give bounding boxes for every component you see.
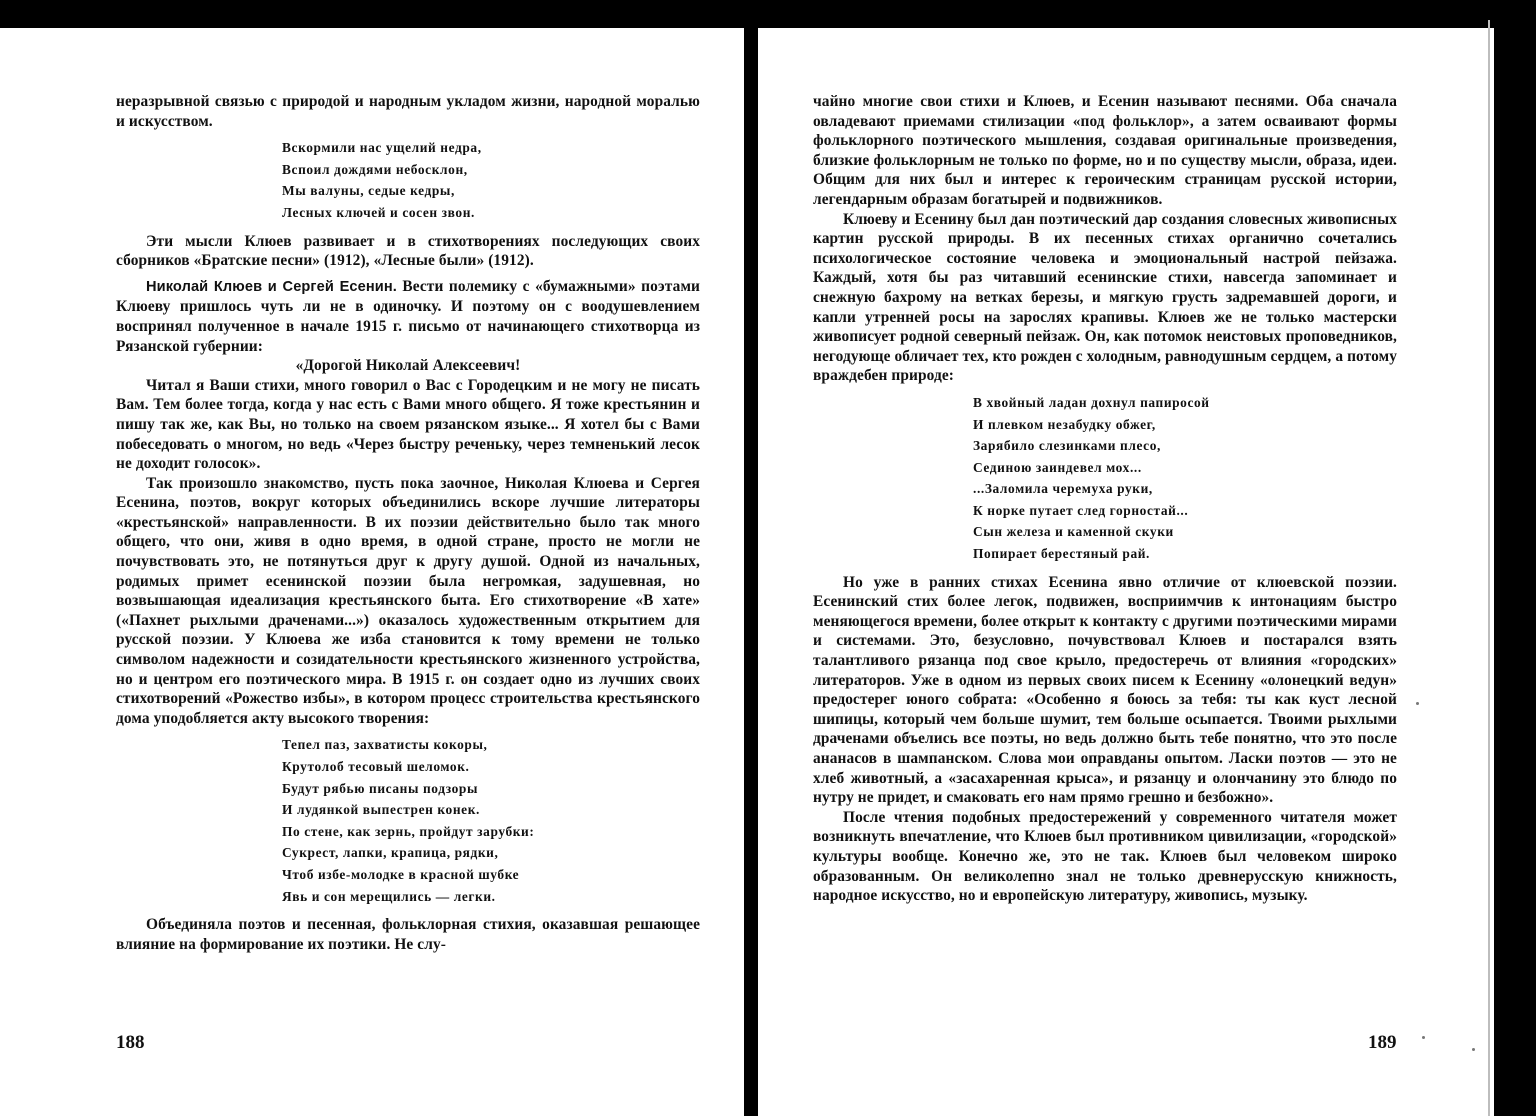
verse-line: Лесных ключей и сосен звон.: [282, 204, 475, 220]
paragraph: Так произошло знакомство, пусть пока заочное, Николая Клюева и Сергея Есенина, поэтов, вокруг которых объединились вскоре лучшие литераторы «крестьянской» направленности. В их поэзии действительно было так много общего, что они, живя в одно время, в одной стране, просто не могли не почувствовать это, не потянуться друг к другу душой. Одной из начальных, родимых примет есенинской поэзии была негромкая, задушевная, но возвышающая идеализация крестьянского быта. Его стихотворение «В хате» («Пахнет рыхлыми драченами...») оказалось художественным открытием для русской поэзии. У Клюева же изба становится к тому времени не только символом надежности и созидательности крестьянского жизненного устройства, но и центром его поэтического мира. В 1915 г. он создает одно из лучших своих стихотворений «Рожество избы», в котором процесс строительства крестьянского дома уподобляется акту высокого творения:: [116, 474, 700, 727]
right-page: [758, 0, 1494, 1116]
book-gutter: [744, 0, 758, 1116]
verse-line: Вспоил дождями небосклон,: [282, 161, 468, 177]
verse-line: И плевком незабудку обжег,: [973, 416, 1156, 432]
paragraph: [116, 277, 700, 356]
paragraph: После чтения подобных предостережений у современного читателя может возникнуть впечатление, что Клюев был противником цивилизации, «городской» культуры вообще. Конечно же, это не так. Клюев был человеком широко образованным. Он великолепно знал не только древнерусскую книжность, народное искусство, но и европейскую литературу, живопись, музыку.: [813, 808, 1397, 905]
verse-line: И лудянкой выпестрен конек.: [282, 802, 480, 818]
verse-line: По стене, как зернь, пройдут зарубки:: [282, 823, 535, 839]
intro-text: неразрывной связью с природой и народным укладом жизни, народной моралью и искусством.: [116, 93, 700, 130]
verse-line: Крутолоб тесовый шеломок.: [282, 759, 470, 774]
paragraph: Но уже в ранних стихах Есенина явно отличие от клюевской поэзии. Есенинский стих более легок, подвижен, восприимчив к интонациям быстро меняющегося времени, более открыт к контакту с другими поэтическими мирами и системами. Это, безусловно, почувствовал Клюев и постарался взять талантливого рязанца под свое крыло, предостеречь от влияния «городских» литераторов. Уже в одном из первых своих писем к Есенину «олонецкий ведун» предостерег юного собрата: «Особенно я боюсь за тебя: ты как куст лесной шипицы, который чем больше шумит, тем больше осыпается. Твоими рыхлыми драченами объелись все поэты, но ведь должно быть тебе понятно, что это после ананасов в шампанском. Слова мои оправданы опытом. Ласки поэтов — это не хлеб животный, а «засахаренная крыса», и рязанцу и олончанину это блюдо по нутру не придет, и смаковать его нам прямо грешно и безбожно».: [813, 573, 1397, 807]
verse-line: В хвойный ладан дохнул папиросой: [973, 394, 1210, 410]
paragraph: Клюеву и Есенину был дан поэтический дар создания словесных живописных картин русской природы. В их песенных стихах органично сочетались психологическое состояние человека и эмоциональный настрой пейзажа. Каждый, хотя бы раз читавший есенинские стихи, навсегда запоминает и снежную бахрому на ветках березы, и мягкую грусть задремавшей дороги, и капли утренней росы на зарослях крапивы. Клюев же не только мастерски живописует родной северный пейзаж. Он, как потомок неистовых проповедников, негодующе обличает тех, кто рожден с холодным, равнодушным сердцем, а потому враждебен природе:: [813, 210, 1397, 385]
verse-line: Сын железа и каменной скуки: [973, 524, 1174, 540]
verse-line: Вскормили нас ущелий недра,: [282, 140, 482, 156]
verse-line: К норке путает след горностай...: [973, 502, 1189, 518]
scan-right-border: [1494, 0, 1536, 1116]
section-heading: Николай Клюев и Сергей Есенин.: [146, 278, 397, 295]
paragraph: чайно многие свои стихи и Клюев, и Есенин называют песнями. Оба сначала овладевают приемами стилизации «под фольклор», а затем осваивают формы фольклорного поэтического мышления, создавая оригинальные произведения, близкие фольклорным не только по форме, но и по существу мысли, образа, идеи. Общим для них был и интерес к героическим страницам русской истории, легендарным образам богатырей и подвижников.: [813, 93, 1397, 208]
verse-line: Мы валуны, седые кедры,: [282, 183, 455, 199]
verse-stanza-1: [973, 392, 1397, 565]
left-page-text: [116, 92, 700, 954]
verse-line: Сукрест, лапки, крапица, рядки,: [282, 845, 499, 861]
verse-stanza-1: [282, 137, 700, 223]
page-number: 188: [116, 1032, 145, 1053]
verse-line: Зарябило слезинками плесо,: [973, 438, 1161, 454]
verse-line: Чтоб избе-молодке в красной шубке: [282, 866, 520, 882]
verse-line: ...Заломила черемуха руки,: [973, 481, 1153, 497]
paragraph: Объединяла поэтов и песенная, фольклорная стихия, оказавшая решающее влияние на формирование их поэтики. Не слу-: [116, 916, 700, 953]
paragraph-text: Вести полемику с «бумажными» поэтами Клюеву пришлось чуть ли не в одиночку. И поэтому он с воодушевлением воспринял полученное в начале 1915 г. письмо от начинающего стихотворца из Рязанской губернии:: [116, 277, 701, 355]
left-page: [0, 0, 744, 1116]
verse-line: Попирает берестяный рай.: [973, 546, 1150, 562]
paragraph: Эти мысли Клюев развивает и в стихотворениях последующих своих сборников «Братские песни» (1912), «Лесные были» (1912).: [116, 232, 700, 270]
verse-line: Тепел паз, захватисты кокоры,: [282, 737, 488, 753]
verse-line: Будут рябью писаны подзоры: [282, 780, 479, 796]
verse-line: Сединою заиндевел мох...: [973, 459, 1142, 475]
letter-salutation: «Дорогой Николай Алексеевич!: [295, 357, 521, 375]
right-page-text: [813, 92, 1397, 906]
verse-line: Явь и сон мерещились — легки.: [282, 888, 496, 904]
verse-stanza-2: [282, 734, 700, 907]
page-number: 189: [1368, 1032, 1397, 1053]
letter-body: Читал я Ваши стихи, много говорил о Вас с Городецким и не могу не писать Вам. Тем более тогда, когда у нас есть с Вами много общего. Я тоже крестьянин и пишу так же, как Вы, но только на своем рязанском языке... Я хотел бы с Вами побеседовать о многом, но ведь «Через быстру реченьку, через темненький лесок не доходит голосок».: [116, 376, 700, 473]
